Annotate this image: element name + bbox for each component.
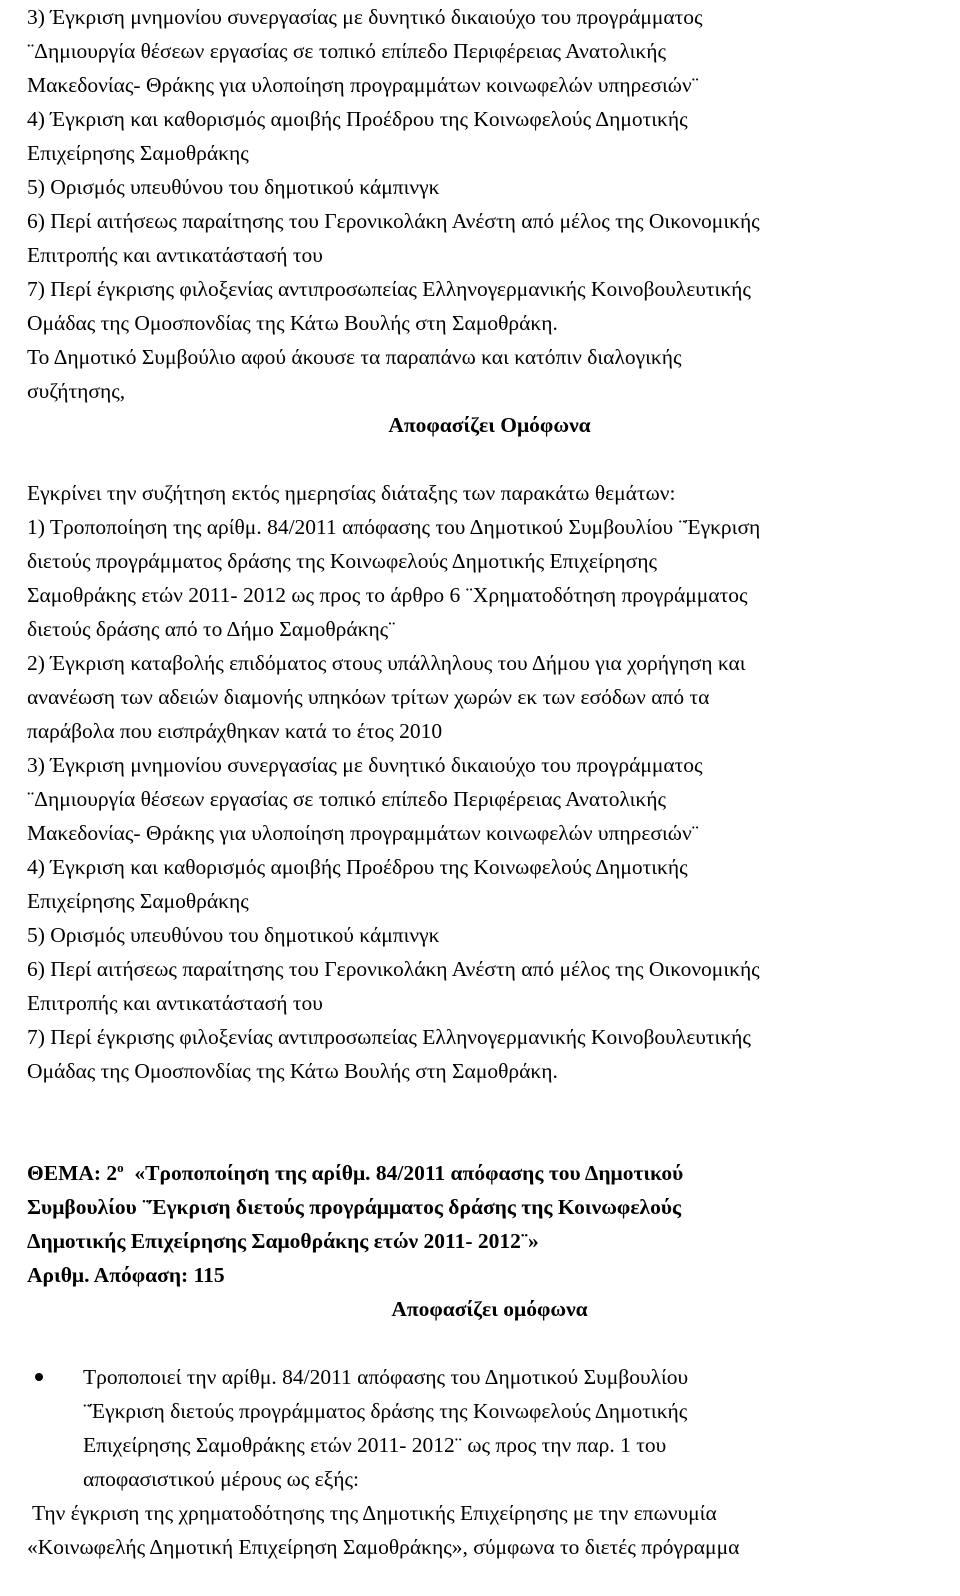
text-line: παράβολα που εισπράχθηκαν κατά το έτος 2010 [27, 719, 443, 743]
decision-heading: Αποφασίζει Ομόφωνα [388, 413, 591, 437]
spacer [27, 442, 952, 476]
text-line: ¨Δημιουργία θέσεων εργασίας σε τοπικό επίπεδο Περιφέρειας Ανατολικής [27, 787, 667, 811]
text-line: 5) Ορισμός υπευθύνου του δημοτικού κάμπινγκ [27, 923, 440, 947]
text-line: Επιχείρησης Σαμοθράκης ετών 2011- 2012¨ ως προς την παρ. 1 του [83, 1433, 667, 1457]
text-line: Την έγκριση της χρηματοδότησης της Δημοτικής Επιχείρησης με την επωνυμία [27, 1501, 717, 1525]
document-page [27, 0, 952, 1564]
text-line: 4) Έγκριση και καθορισμός αμοιβής Προέδρου της Κοινωφελούς Δημοτικής [27, 855, 688, 879]
bullet-icon [35, 1373, 43, 1381]
text-line: Το Δημοτικό Συμβούλιο αφού άκουσε τα παραπάνω και κατόπιν διαλογικής [27, 345, 682, 369]
text-line: 4) Έγκριση και καθορισμός αμοιβής Προέδρου της Κοινωφελούς Δημοτικής [27, 107, 688, 131]
topic-label: ΘΕΜΑ: 2 [27, 1161, 118, 1185]
decision-number: Αριθμ. Απόφαση: 115 [27, 1263, 225, 1287]
text-line: Ομάδας της Ομοσπονδίας της Κάτω Βουλής στη Σαμοθράκη. [27, 311, 558, 335]
text-line: ¨Δημιουργία θέσεων εργασίας σε τοπικό επίπεδο Περιφέρειας Ανατολικής [27, 39, 667, 63]
text-line: 1) Τροποποίηση της αρίθμ. 84/2011 απόφασης του Δημοτικού Συμβουλίου ¨Έγκριση [27, 515, 761, 539]
text-line: συζήτησης, [27, 379, 126, 403]
text-line: 6) Περί αιτήσεως παραίτησης του Γερονικολάκη Ανέστη από μέλος της Οικονομικής [27, 957, 760, 981]
text-line: Επιτροπής και αντικατάστασή του [27, 991, 323, 1015]
text-line: 7) Περί έγκρισης φιλοξενίας αντιπροσωπείας Ελληνογερμανικής Κοινοβουλευτικής [27, 277, 751, 301]
text-line: 5) Ορισμός υπευθύνου του δημοτικού κάμπινγκ [27, 175, 440, 199]
text-line: αποφασιστικού μέρους ως εξής: [83, 1467, 360, 1491]
middle-section [27, 476, 952, 1088]
text-line: Σαμοθράκης ετών 2011- 2012 ως προς το άρθρο 6 ¨Χρηματοδότηση προγράμματος [27, 583, 748, 607]
topic-title-line [27, 1156, 952, 1190]
text-line: Επιχείρησης Σαμοθράκης [27, 141, 249, 165]
text-line: Μακεδονίας- Θράκης για υλοποίηση προγραμμάτων κοινωφελών υπηρεσιών¨ [27, 73, 699, 97]
spacer [27, 1088, 952, 1156]
text-line: Μακεδονίας- Θράκης για υλοποίηση προγραμμάτων κοινωφελών υπηρεσιών¨ [27, 821, 699, 845]
text-line: Τροποποιεί την αρίθμ. 84/2011 απόφασης του Δημοτικού Συμβουλίου [83, 1365, 689, 1389]
closing-section [27, 1496, 952, 1564]
topic-title-line: Συμβουλίου ¨Έγκριση διετούς προγράμματος δράσης της Κοινωφελούς [27, 1195, 682, 1219]
spacer [27, 1326, 952, 1360]
text-line: 3) Έγκριση μνημονίου συνεργασίας με δυνητικό δικαιούχο του προγράμματος [27, 5, 703, 29]
text-line: 6) Περί αιτήσεως παραίτησης του Γερονικολάκη Ανέστη από μέλος της Οικονομικής [27, 209, 760, 233]
text-line: Επιχείρησης Σαμοθράκης [27, 889, 249, 913]
text-line: ανανέωση των αδειών διαμονής υπηκόων τρίτων χωρών εκ των εσόδων από τα [27, 685, 710, 709]
text-line: διετούς δράσης από το Δήμο Σαμοθράκης¨ [27, 617, 396, 641]
decision-heading: Αποφασίζει ομόφωνα [391, 1297, 588, 1321]
text-line: Επιτροπής και αντικατάστασή του [27, 243, 323, 267]
topic-title: «Τροποποίηση της αρίθμ. 84/2011 απόφασης του Δημοτικού [123, 1161, 684, 1185]
text-line: Εγκρίνει την συζήτηση εκτός ημερησίας διάταξης των παρακάτω θεμάτων: [27, 481, 676, 505]
topic-block [27, 1156, 952, 1292]
text-line: Ομάδας της Ομοσπονδίας της Κάτω Βουλής στη Σαμοθράκη. [27, 1059, 558, 1083]
topic-title-line: Δημοτικής Επιχείρησης Σαμοθράκης ετών 2011- 2012¨» [27, 1229, 539, 1253]
top-section [27, 0, 952, 408]
list-item [27, 1360, 952, 1496]
text-line: 2) Έγκριση καταβολής επιδόματος στους υπάλληλους του Δήμου για χορήγηση και [27, 651, 746, 675]
text-line: διετούς προγράμματος δράσης της Κοινωφελούς Δημοτικής Επιχείρησης [27, 549, 657, 573]
text-line: 7) Περί έγκρισης φιλοξενίας αντιπροσωπείας Ελληνογερμανικής Κοινοβουλευτικής [27, 1025, 751, 1049]
topic-ordinal: ο [117, 1160, 124, 1175]
text-line: «Κοινωφελής Δημοτική Επιχείρηση Σαμοθράκης», σύμφωνα το διετές πρόγραμμα [27, 1535, 740, 1559]
text-line: ¨Έγκριση διετούς προγράμματος δράσης της Κοινωφελούς Δημοτικής [83, 1399, 688, 1423]
text-line: 3) Έγκριση μνημονίου συνεργασίας με δυνητικό δικαιούχο του προγράμματος [27, 753, 703, 777]
